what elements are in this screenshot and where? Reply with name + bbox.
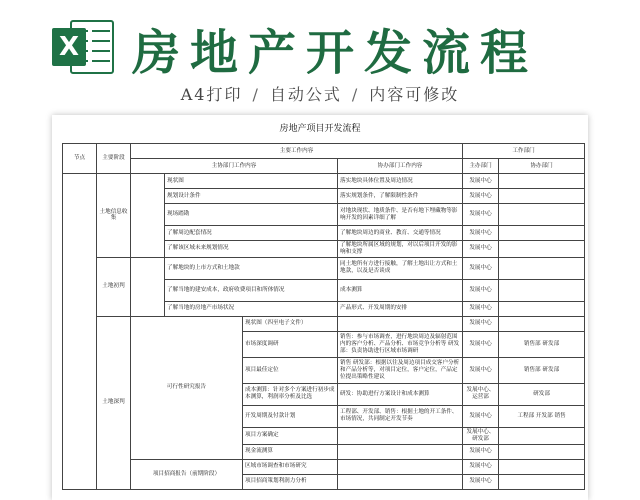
assist-dept-cell: 销售部 研发部 [499, 331, 585, 357]
assist-content-cell: 工程部、开发部、销售：根据土地的开工条件、市场情况，共同制定开发节奏 [338, 405, 463, 427]
sub-stage-cell: 可行性研究报告 [131, 316, 243, 459]
subtitle-item: 内容可修改 [369, 85, 460, 104]
main-dept-cell: 发展中心 [463, 474, 499, 489]
assist-content-cell [338, 427, 463, 444]
header-main-work: 主要工作内容 [131, 144, 463, 159]
sub-stage-cell [131, 174, 165, 258]
header-assist-dept-content: 协办部门工作内容 [338, 159, 463, 174]
header-node: 节点 [63, 144, 97, 174]
subtitle-separator: / [252, 85, 260, 104]
assist-dept-cell: 销售部 研发部 [499, 357, 585, 383]
banner-subtitle [0, 82, 640, 105]
excel-badge: X [52, 28, 86, 66]
assist-dept-cell [499, 427, 585, 444]
assist-dept-cell [499, 279, 585, 301]
spreadsheet-preview [52, 115, 588, 500]
main-dept-cell: 发展中心 [463, 226, 499, 241]
assist-dept-cell [499, 257, 585, 279]
assist-content-cell: 同土地所有方进行接触，了解土地出让方式和土地款，以及是否谈成 [338, 257, 463, 279]
main-content-cell: 了解周边配套情况 [165, 226, 338, 241]
assist-content-cell: 研发：协助进行方案设计和成本测算 [338, 383, 463, 405]
header-work-dept: 工作部门 [463, 144, 585, 159]
assist-content-cell [338, 316, 463, 331]
assist-content-cell: 成本测算 [338, 279, 463, 301]
assist-content-cell: 了解地块周边的商业、教育、交通等情况 [338, 226, 463, 241]
node-cell [63, 174, 97, 490]
assist-content-cell: 落实规划条件，了解限制性条件 [338, 189, 463, 204]
main-dept-cell: 发展中心 [463, 444, 499, 459]
assist-content-cell [338, 459, 463, 474]
main-dept-cell: 发展中心 [463, 331, 499, 357]
subtitle-separator: / [351, 85, 360, 104]
table-row [63, 459, 585, 474]
main-content-cell: 了解当地的房地产市场状况 [165, 301, 338, 316]
sub-stage-cell: 项目招商报告（前期阶段） [131, 459, 243, 489]
assist-dept-cell [499, 444, 585, 459]
assist-dept-cell [499, 316, 585, 331]
assist-content-cell: 销售 研发部：根据以往及周边项目成交客户分析和产品分析等，对项目定位，客户定位，产品定位提出策略性建议 [338, 357, 463, 383]
main-content-cell: 了解当地的建安成本，政府收费项目和所体情况 [165, 279, 338, 301]
assist-dept-cell [499, 204, 585, 226]
assist-content-cell: 销售：参与市场调查，进行地块周边及辐射范围内的客户分析、产品分析、市场竞争分析等 研发部：负责协助进行区域市场调研 [338, 331, 463, 357]
main-dept-cell: 发展中心 [463, 204, 499, 226]
assist-dept-cell [499, 474, 585, 489]
assist-dept-cell: 工程部 开发部 销售 [499, 405, 585, 427]
main-dept-cell: 发展中心 [463, 405, 499, 427]
assist-content-cell: 落实地块具体位置及周边情况 [338, 174, 463, 189]
process-table [62, 143, 585, 490]
assist-dept-cell [499, 459, 585, 474]
assist-dept-cell [499, 226, 585, 241]
main-content-cell: 项目招商策划利润力分析 [243, 474, 338, 489]
banner-title: 房地产开发流程 [132, 25, 539, 81]
main-content-cell: 了解地块的上市方式和土地款 [165, 257, 338, 279]
main-dept-cell: 发展中心、运营部 [463, 383, 499, 405]
main-content-cell: 开发周期及付款计划 [243, 405, 338, 427]
assist-dept-cell [499, 241, 585, 258]
table-row [63, 174, 585, 189]
main-dept-cell: 发展中心 [463, 357, 499, 383]
table-row [63, 257, 585, 279]
main-dept-cell: 发展中心 [463, 459, 499, 474]
main-content-cell: 成本测算：针对多个方案进行初步成本测算，利润率分析及比选 [243, 383, 338, 405]
stage-cell: 土地初判 [97, 257, 131, 316]
header-assist-dept: 协办部门 [499, 159, 585, 174]
table-body [63, 174, 585, 490]
subtitle-item: 自动公式 [269, 85, 342, 104]
table-row [63, 316, 585, 331]
main-dept-cell: 发展中心 [463, 189, 499, 204]
assist-content-cell: 了解地块所属区域的规划，对以后项目开发的影响和支撑 [338, 241, 463, 258]
stage-cell: 土地信息收集 [97, 174, 131, 258]
main-content-cell: 项目最佳定位 [243, 357, 338, 383]
assist-content-cell [338, 444, 463, 459]
main-content-cell: 现状图 [165, 174, 338, 189]
assist-content-cell [338, 474, 463, 489]
main-dept-cell: 发展中心 [463, 301, 499, 316]
main-dept-cell: 发展中心、研发部 [463, 427, 499, 444]
main-content-cell: 现状图（四至电子文件） [243, 316, 338, 331]
sheet-title: 房地产项目开发流程 [279, 124, 361, 134]
excel-icon [52, 16, 116, 78]
assist-content-cell: 对地块现状、地质条件、是否有地下埋藏物等影响开发的因素详细了解 [338, 204, 463, 226]
main-content-cell: 现场踏勘 [165, 204, 338, 226]
main-content-cell: 了解该区域未来规划情况 [165, 241, 338, 258]
assist-dept-cell [499, 189, 585, 204]
main-content-cell: 项目方案确定 [243, 427, 338, 444]
main-content-cell: 区域市场调查和市场研究 [243, 459, 338, 474]
header-stage: 主要阶段 [97, 144, 131, 174]
banner [0, 0, 640, 115]
main-dept-cell: 发展中心 [463, 257, 499, 279]
header-main-dept-content: 主协部门工作内容 [131, 159, 338, 174]
assist-dept-cell [499, 301, 585, 316]
assist-content-cell: 产品形式、开发周期的安排 [338, 301, 463, 316]
stage-cell: 土地深判 [97, 316, 131, 489]
main-dept-cell: 发展中心 [463, 316, 499, 331]
assist-dept-cell: 研发部 [499, 383, 585, 405]
assist-dept-cell [499, 174, 585, 189]
main-dept-cell: 发展中心 [463, 174, 499, 189]
main-dept-cell: 发展中心 [463, 241, 499, 258]
sub-stage-cell [131, 257, 165, 316]
main-content-cell: 规划设计条件 [165, 189, 338, 204]
main-content-cell: 现金流测算 [243, 444, 338, 459]
subtitle-item: A4打印 [180, 85, 243, 104]
main-content-cell: 市场深度调研 [243, 331, 338, 357]
main-dept-cell: 发展中心 [463, 279, 499, 301]
header-main-dept: 主办部门 [463, 159, 499, 174]
